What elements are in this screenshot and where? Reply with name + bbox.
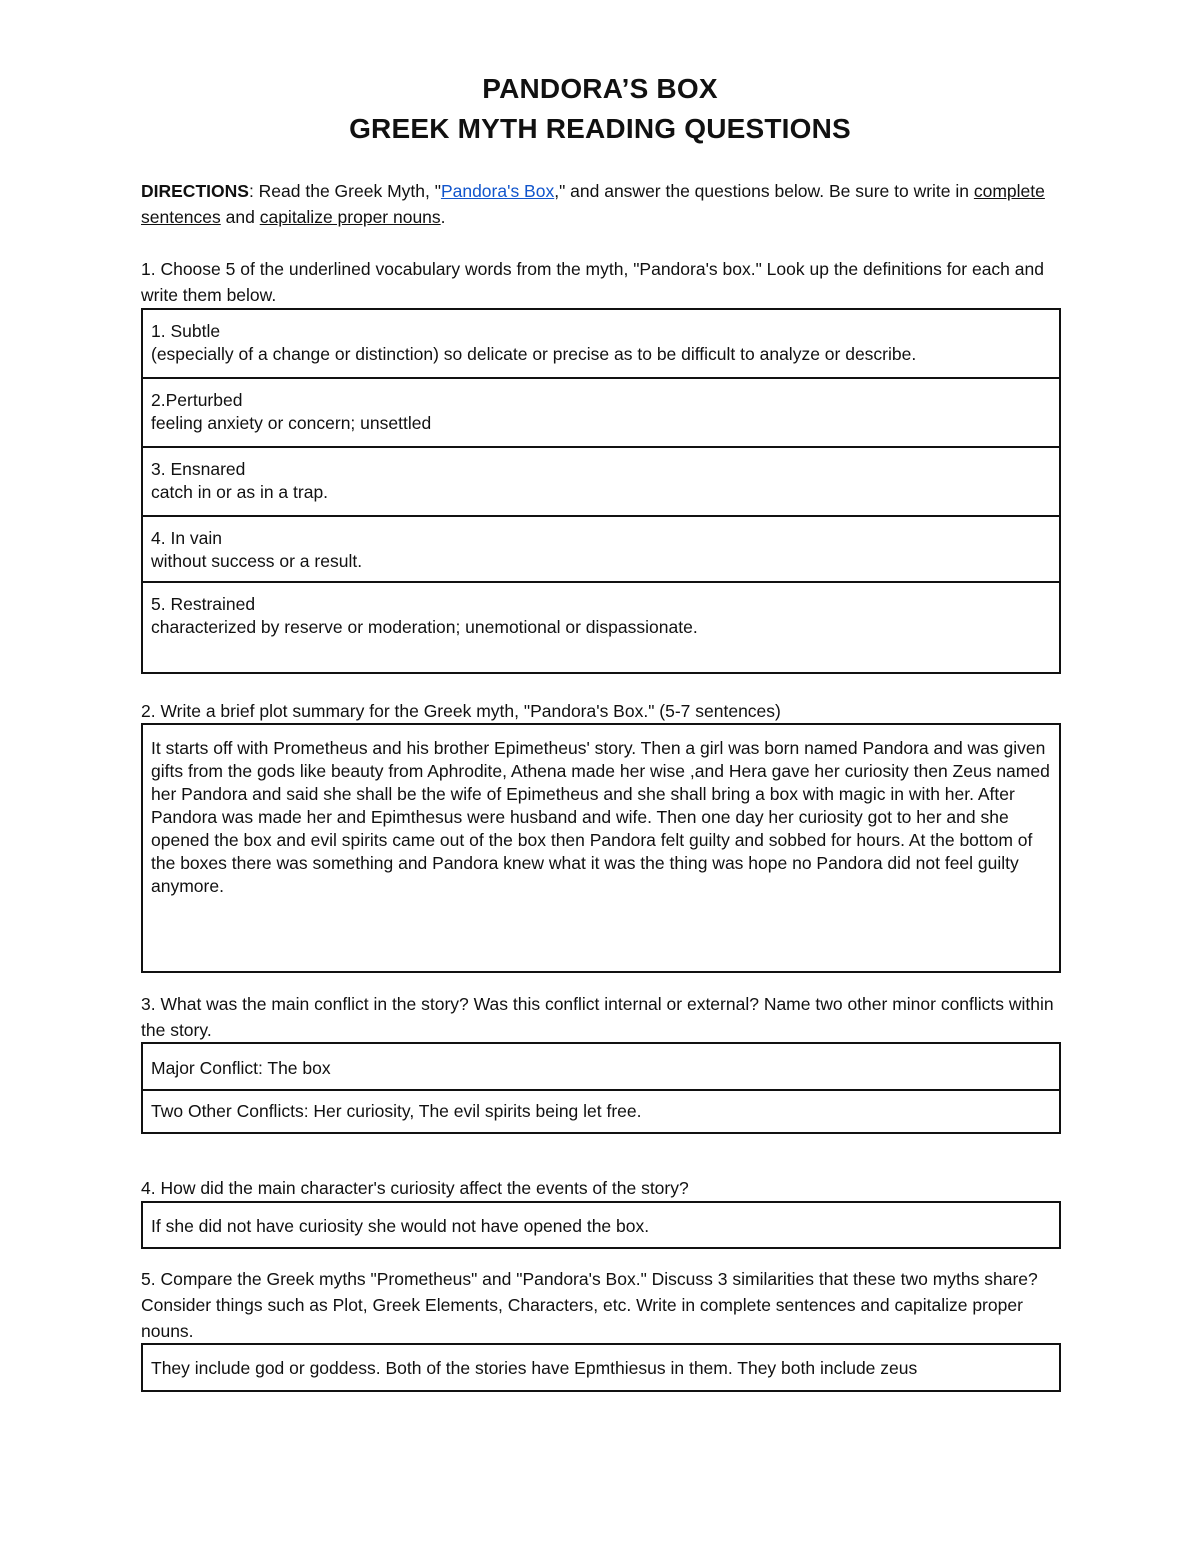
directions-text-2: ," and answer the questions below. Be sure to write in [554, 181, 974, 201]
vocab-row[interactable] [143, 310, 1059, 378]
directions-text-4: . [440, 207, 446, 227]
question-5-prompt: 5. Compare the Greek myths "Prometheus" and "Pandora's Box." Discuss 3 similarities that these two myths share? Consider things such as Plot, Greek Elements, Characters, etc. Write in complete sentences and capitalize proper nouns. [141, 1269, 1038, 1341]
curiosity-answer: If she did not have curiosity she would not have opened the box. [151, 1216, 650, 1236]
question-3-prompt: 3. What was the main conflict in the story? Was this conflict internal or external? Name two other minor conflicts within the story. [141, 994, 1054, 1040]
vocab-word: 4. In vain [151, 528, 223, 548]
similarities-answer: They include god or goddess. Both of the stories have Epmthiesus in them. They both include zeus [151, 1358, 918, 1378]
directions-text-1: : Read the Greek Myth, " [248, 181, 441, 201]
vocab-word: 2.Perturbed [151, 390, 243, 410]
plot-summary-box[interactable] [141, 723, 1061, 973]
directions-label: DIRECTIONS [141, 181, 249, 201]
vocab-row[interactable] [143, 581, 1059, 672]
vocab-word: 1. Subtle [151, 321, 221, 341]
similarities-answer-box[interactable] [141, 1343, 1061, 1392]
vocab-word: 3. Ensnared [151, 459, 246, 479]
vocab-row[interactable] [143, 515, 1059, 582]
vocab-row[interactable] [143, 377, 1059, 447]
page-title: PANDORA’S BOX [482, 73, 718, 104]
page-subtitle: GREEK MYTH READING QUESTIONS [349, 113, 851, 144]
directions-text-3: and [220, 207, 260, 227]
question-1-prompt: 1. Choose 5 of the underlined vocabulary words from the myth, "Pandora's box." Look up the definitions for each and write them below. [141, 259, 1044, 305]
vocab-definition: characterized by reserve or moderation; unemotional or dispassionate. [151, 617, 698, 637]
pandoras-box-link[interactable]: Pandora's Box [440, 181, 555, 201]
directions [141, 178, 1071, 230]
plot-summary-answer: It starts off with Prometheus and his brother Epimetheus' story. Then a girl was born named Pandora and was given gifts from the gods like beauty from Aphrodite, Athena made her wise ,and Hera gave her curiosity then Zeus named her Pandora and said she shall be the wife of Epimetheus and she shall bring a box with magic in with her. After Pandora was made her and Epimthesus were husband and wife. Then one day her curiosity got to her and she opened the box and evil spirits came out of the box then Pandora felt guilty and sobbed for hours. At the bottom of the boxes there was something and Pandora knew what it was the thing was hope no Pandora did not feel guilty anymore. [151, 738, 1050, 896]
vocab-definition: feeling anxiety or concern; unsettled [151, 413, 432, 433]
conflict-table [141, 1042, 1061, 1134]
major-conflict-row[interactable]: Major Conflict: The box [151, 1058, 331, 1078]
question-4-prompt: 4. How did the main character's curiosity affect the events of the story? [141, 1178, 689, 1198]
curiosity-answer-box[interactable] [141, 1201, 1061, 1249]
question-2-prompt: 2. Write a brief plot summary for the Greek myth, "Pandora's Box." (5-7 sentences) [141, 701, 781, 721]
vocabulary-table [141, 308, 1061, 674]
complete-sentences-underline: complete sentences [141, 181, 1045, 227]
vocab-definition: catch in or as in a trap. [151, 482, 329, 502]
vocab-definition: (especially of a change or distinction) so delicate or precise as to be difficult to analyze or describe. [151, 344, 917, 364]
capitalize-proper-nouns-underline: capitalize proper nouns [259, 207, 441, 227]
vocab-row[interactable] [143, 446, 1059, 516]
vocab-definition: without success or a result. [151, 551, 363, 571]
other-conflicts-row[interactable]: Two Other Conflicts: Her curiosity, The evil spirits being let free. [143, 1089, 1059, 1132]
vocab-word: 5. Restrained [151, 594, 256, 614]
